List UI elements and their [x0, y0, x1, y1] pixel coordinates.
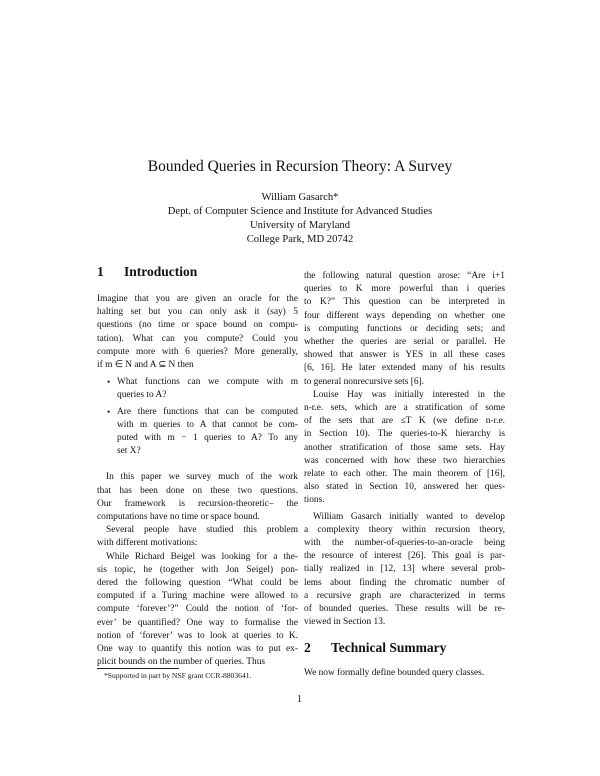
text-line: relate to each other. The main theorem of [16],: [304, 469, 505, 479]
text-line: William Gasarch initially wanted to develop: [313, 511, 505, 522]
text-line: four different ways depending on whether one: [304, 310, 505, 321]
section-heading-technical-summary: [304, 640, 446, 656]
text-line: Are there functions that can be computed: [117, 406, 298, 417]
text-line: halting set but you can only ask it (say) 5: [97, 307, 298, 318]
text-line: n-r.e. sets, which are a stratification of some: [304, 403, 505, 413]
affiliation-dept: Dept. of Computer Science and Institute for Advanced Studies: [167, 206, 433, 217]
text-line: notion of ‘forever’ was to look at queries to K.: [97, 630, 298, 641]
text-line: whether the queries are serial or parallel. He: [304, 337, 505, 347]
section-number: 2: [304, 640, 311, 655]
text-line: lems about finding the chromatic number of: [304, 577, 505, 588]
text-line: was concerned with how these two hierarchies: [304, 455, 505, 466]
section-heading-introduction: [97, 264, 197, 280]
text-line: also stated in Section 10, answered her ques-: [304, 482, 505, 493]
text-line: another stratification of those same sets. Hay: [304, 442, 505, 453]
text-line: set X?: [117, 446, 141, 457]
bullet-icon: •: [107, 377, 111, 388]
text-line: sis topic, he (together with Jon Seigel) pon-: [97, 564, 298, 575]
text-line: the resource of interest [26]. This goal is par-: [304, 551, 505, 562]
bullet-icon: •: [107, 406, 111, 417]
text-line: Our framework is recursion-theoretic– the: [97, 498, 298, 509]
text-line: We now formally define bounded query classes.: [304, 668, 485, 678]
text-line: What functions can we compute with m: [117, 377, 298, 388]
text-line: ever’ be quantified? One way to formalise the: [97, 617, 298, 628]
footnote: *Supported in part by NSF grant CCR-8803641.: [104, 671, 252, 680]
text-line: Several people have studied this problem: [106, 525, 298, 536]
text-line: [6, 16]. He later extended many of his results: [304, 363, 505, 374]
text-line: showed that answer is YES in all these cases: [304, 350, 505, 361]
affiliation-address: College Park, MD 20742: [246, 234, 354, 245]
text-line: with different motivations:: [97, 538, 198, 549]
text-line: with m queries to A that cannot be com-: [117, 419, 298, 430]
text-line: Imagine that you are given an oracle for the: [97, 294, 298, 304]
text-line: to general nonrecursive sets [6].: [304, 376, 425, 387]
text-line: compute ‘forever’?” Could the notion of ‘for-: [97, 604, 298, 615]
text-line: tation). What can you compute? Could you: [97, 333, 298, 344]
text-line: One way to quantify this notion was to put ex-: [97, 644, 298, 654]
text-line: is computing functions or deciding sets; and: [304, 323, 505, 334]
text-line: questions (no time or space bound on compu-: [97, 320, 298, 331]
page-number: 1: [297, 694, 302, 705]
affiliation-university: University of Maryland: [249, 220, 351, 231]
text-line: if m ∈ N and A ⊆ N then: [97, 360, 194, 370]
text-line: with the number-of-queries-to-an-oracle being: [304, 538, 505, 548]
author-name: William Gasarch*: [261, 192, 339, 203]
text-line: puted with m − 1 queries to A? To any: [117, 433, 298, 443]
text-line: that has been done on these two questions.: [97, 485, 298, 496]
text-line: tions.: [304, 495, 325, 506]
text-line: of bounded queries. These results will be re-: [304, 604, 505, 614]
text-line: computations have no time or space bound.: [97, 512, 260, 522]
text-line: Louise Hay was initially interested in the: [313, 389, 505, 400]
text-line: compute more with 6 queries? More generally,: [97, 346, 298, 357]
text-line: queries to A?: [117, 390, 167, 401]
text-line: computed if a Turing machine were allowed to: [97, 591, 298, 602]
text-line: dered the following question “What could be: [97, 578, 298, 588]
section-title: Technical Summary: [331, 640, 447, 655]
text-line: tially realized in [12, 13] where several prob-: [304, 564, 505, 575]
text-line: a complexity theory within recursion theory,: [304, 524, 505, 535]
section-title: Introduction: [124, 264, 198, 279]
text-line: In this paper we survey much of the work: [106, 472, 298, 483]
text-line: plicit bounds on the number of queries. Thus: [97, 657, 266, 668]
text-line: of the sets that are ≤T K (we define n-r.e.: [304, 416, 505, 427]
footnote-rule: [97, 668, 179, 669]
text-line: queries to K more powerful than i queries: [304, 284, 505, 295]
text-line: to K?” This question can be interpreted in: [304, 297, 505, 308]
text-line: viewed in Section 13.: [304, 617, 386, 628]
paper-title: Bounded Queries in Recursion Theory: A Survey: [147, 158, 453, 175]
section-number: 1: [97, 264, 104, 279]
text-line: in Section 10). The queries-to-K hierarchy is: [304, 429, 505, 440]
text-line: While Richard Beigel was looking for a the-: [106, 551, 298, 562]
text-line: the following natural question arose: “Are i+1: [304, 271, 505, 281]
text-line: a recursive graph are characterized in terms: [304, 590, 505, 601]
